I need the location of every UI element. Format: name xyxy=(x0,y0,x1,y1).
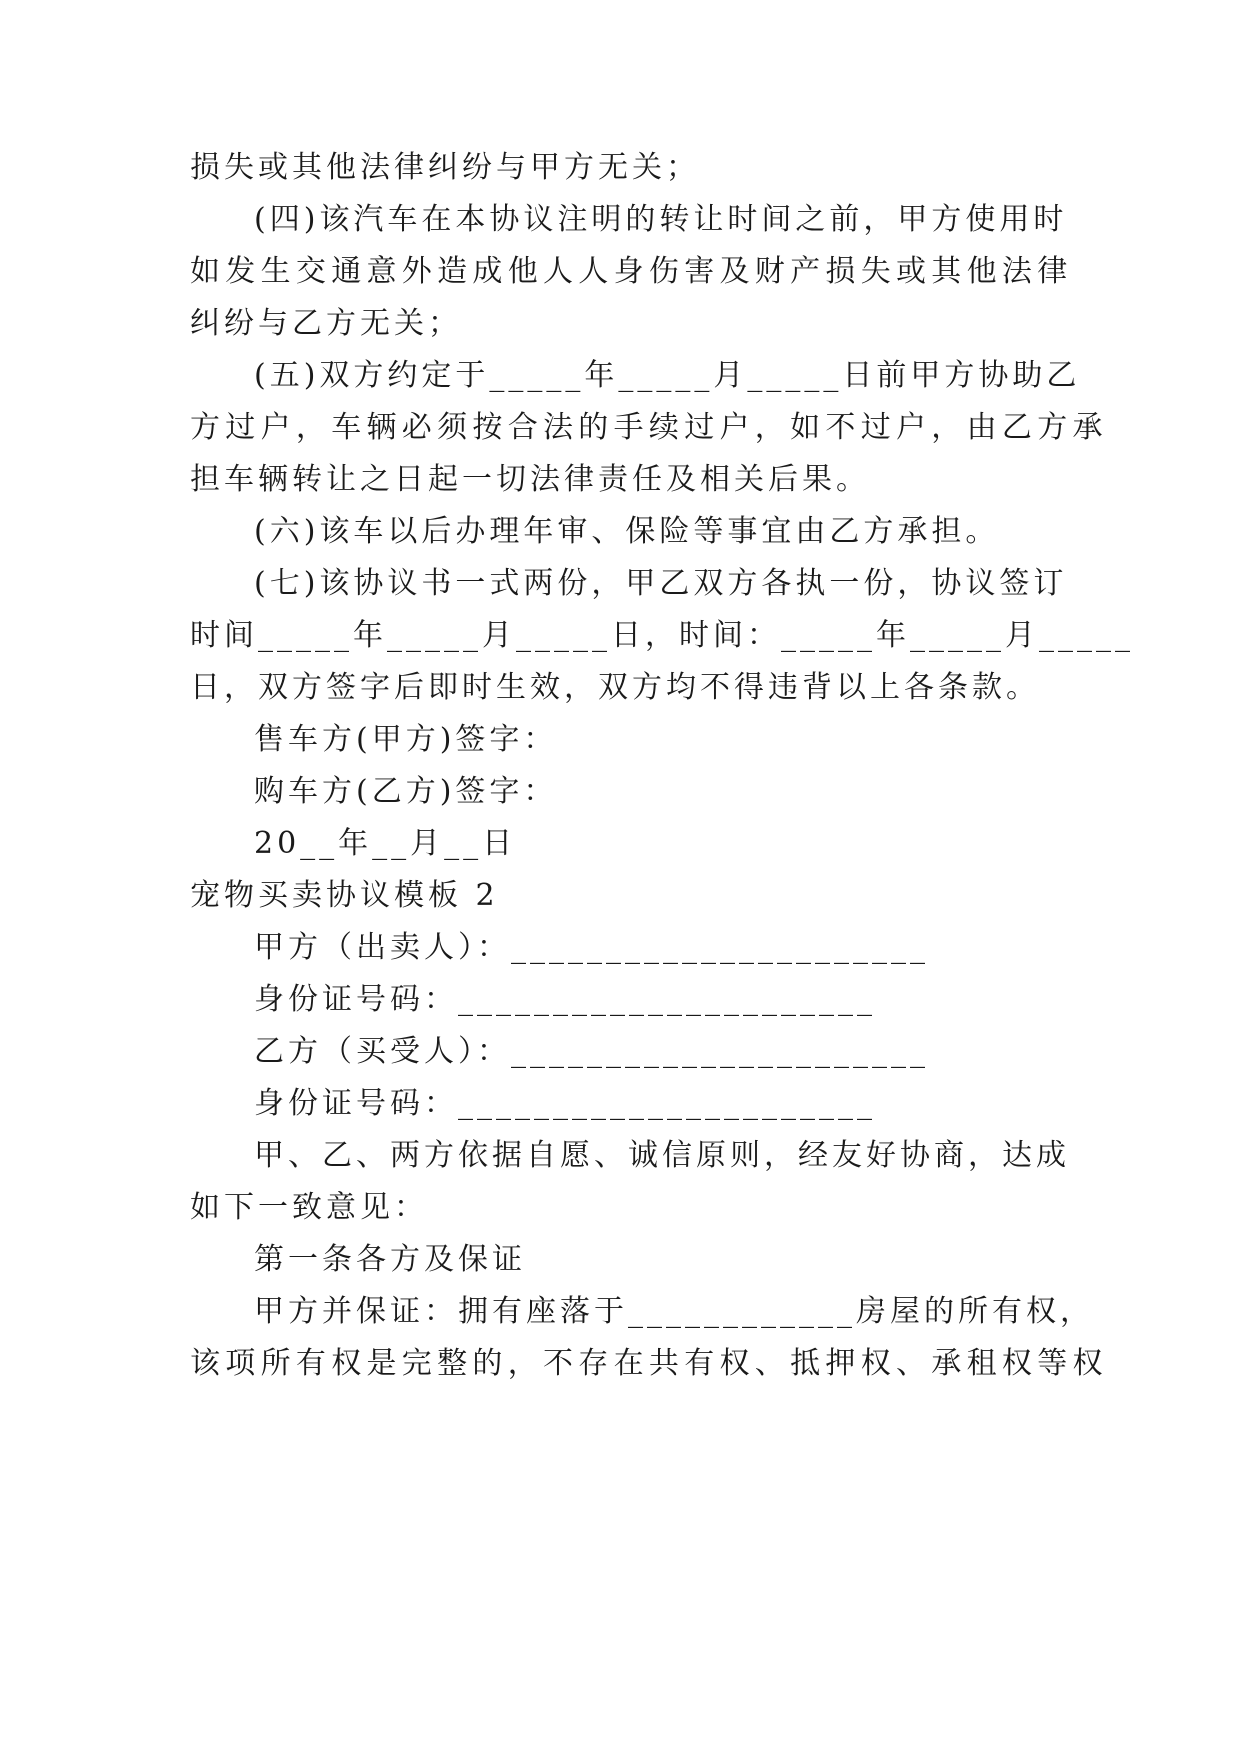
text-line: (五)双方约定于_____年_____月_____日前甲方协助乙 xyxy=(254,358,1081,393)
text-line: 如发生交通意外造成他人人身伤害及财产损失或其他法律 xyxy=(190,254,1073,289)
text-line: 甲、乙、两方依据自愿、诚信原则，经友好协商，达成 xyxy=(254,1138,1070,1173)
date-line: 20__年__月__日 xyxy=(254,826,517,861)
text-line: 纠纷与乙方无关； xyxy=(190,306,462,341)
text-line: 如下一致意见： xyxy=(190,1190,428,1225)
id-number-line: 身份证号码：______________________ xyxy=(254,982,876,1017)
text-line: (七)该协议书一式两份，甲乙双方各执一份，协议签订 xyxy=(254,566,1068,601)
text-line: 日，双方签字后即时生效，双方均不得违背以上各条款。 xyxy=(190,670,1040,705)
signature-line-seller: 售车方(甲方)签字： xyxy=(254,722,558,757)
text-line: 甲方并保证：拥有座落于____________房屋的所有权， xyxy=(254,1294,1094,1329)
section-title: 宠物买卖协议模板 2 xyxy=(190,878,499,913)
text-line: (六)该车以后办理年审、保险等事宜由乙方承担。 xyxy=(254,514,1000,549)
article-heading: 第一条各方及保证 xyxy=(254,1242,526,1277)
text-line: 该项所有权是完整的，不存在共有权、抵押权、承租权等权 xyxy=(190,1346,1108,1381)
text-line: 担车辆转让之日起一切法律责任及相关后果。 xyxy=(190,462,870,497)
party-b-line: 乙方（买受人）：______________________ xyxy=(254,1034,929,1069)
text-line: 时间_____年_____月_____日，时间：_____年_____月_____ xyxy=(190,618,1134,653)
party-a-line: 甲方（出卖人）：______________________ xyxy=(254,930,929,965)
id-number-line: 身份证号码：______________________ xyxy=(254,1086,876,1121)
text-line: 损失或其他法律纠纷与甲方无关； xyxy=(190,150,700,185)
signature-line-buyer: 购车方(乙方)签字： xyxy=(254,774,558,809)
text-line: (四)该汽车在本协议注明的转让时间之前，甲方使用时 xyxy=(254,202,1068,237)
text-line: 方过户，车辆必须按合法的手续过户，如不过户，由乙方承 xyxy=(190,410,1108,445)
